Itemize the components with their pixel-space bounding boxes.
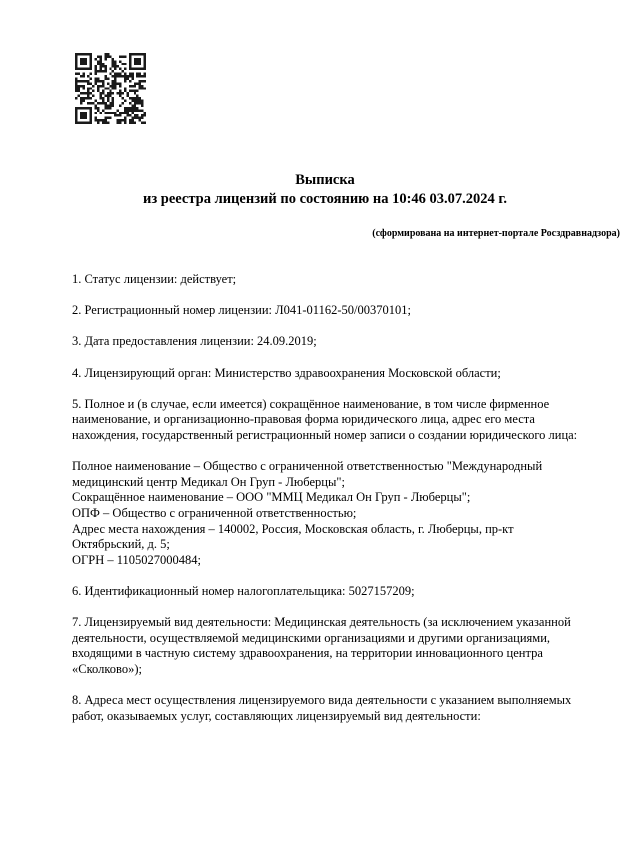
formed-note: (сформирована на интернет-портале Росздравнадзора): [372, 228, 620, 239]
paragraph-activity-type: 7. Лицензируемый вид деятельности: Медицинская деятельность (за исключением указанной деятельности, осуществляемой медицинскими организациями и другими организациями, входящими в частную систему здравоохранения, на территории инновационного центра «Сколково»);: [72, 615, 571, 676]
paragraph-reg-number: 2. Регистрационный номер лицензии: Л041-01162-50/00370101;: [72, 303, 411, 318]
title-line-2: из реестра лицензий по состоянию на 10:46 03.07.2024 г.: [142, 191, 508, 207]
qr-code-icon: [75, 53, 146, 124]
paragraph-inn: 6. Идентификационный номер налогоплательщика: 5027157209;: [72, 583, 415, 598]
paragraph-addresses-intro: 8. Адреса мест осуществления лицензируемого вида деятельности с указанием выполняемых работ, оказываемых услуг, составляющих лицензируемый вид деятельности:: [72, 693, 572, 723]
paragraph-grant-date: 3. Дата предоставления лицензии: 24.09.2019;: [72, 334, 317, 349]
org-address: Адрес места нахождения – 140002, Россия, Московская область, г. Люберцы, пр-кт Октябрьский, д. 5;: [72, 521, 514, 552]
org-full-name: Полное наименование – Общество с ограниченной ответственностью "Международный медицинский центр Медикал Он Груп - Люберцы";: [72, 459, 543, 489]
document-body: [72, 272, 579, 740]
paragraph-org-intro: 5. Полное и (в случае, если имеется) сокращённое наименование, в том числе фирменное наименование, и организационно-правовая форма юридического лица, адрес его места нахождения, государственный регистрационный номер записи о создании юридического лица:: [72, 396, 578, 442]
paragraph-licensing-authority: 4. Лицензирующий орган: Министерство здравоохранения Московской области;: [72, 365, 501, 380]
org-short-name: Сокращённое наименование – ООО "ММЦ Медикал Он Груп - Люберцы";: [72, 490, 471, 505]
paragraph-status: 1. Статус лицензии: действует;: [72, 272, 237, 286]
org-legal-form: ОПФ – Общество с ограниченной ответственностью;: [72, 505, 357, 520]
document-title: [0, 171, 642, 209]
organization-details: [72, 459, 579, 568]
title-line-1: Выписка: [295, 172, 355, 188]
org-ogrn: ОГРН – 1105027000484;: [72, 552, 201, 567]
